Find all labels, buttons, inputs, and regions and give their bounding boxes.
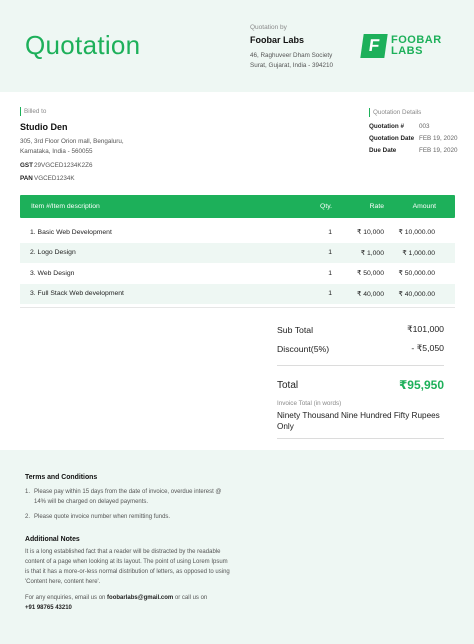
total-in-words-caption: Invoice Total (in words) — [277, 400, 342, 407]
detail-label: Quotation # — [369, 122, 404, 130]
pan-value: VGCED1234K — [34, 175, 75, 182]
terms-heading: Terms and Conditions — [25, 474, 98, 481]
total-value: ₹95,950 — [398, 378, 444, 392]
discount-row — [277, 339, 444, 358]
gst-value: 29VGCED1234K2Z6 — [34, 162, 93, 169]
header — [0, 0, 474, 92]
totals-block — [277, 320, 444, 439]
footer-content — [25, 474, 255, 614]
header-rate: Rate — [369, 203, 384, 210]
table-row — [20, 222, 455, 243]
discount-value: - ₹5,050 — [411, 343, 444, 353]
contact-prefix: For any enquiries, email us on — [25, 594, 108, 601]
logo-line-2: LABS — [391, 45, 423, 57]
subtotal-row — [277, 320, 444, 339]
item-description: 1. Basic Web Development — [30, 228, 112, 236]
term-text: Please pay within 15 days from the date of invoice, overdue interest @ 14% will be charged on delayed payments. — [34, 489, 222, 505]
gst-line — [20, 159, 150, 172]
item-rate: ₹ 50,000 — [356, 270, 384, 278]
detail-value: 003 — [419, 122, 430, 130]
term-item — [25, 513, 255, 523]
quotation-by-caption: Quotation by — [250, 24, 287, 31]
tax-details — [20, 159, 150, 185]
totals-bottom-divider — [277, 438, 444, 439]
item-description: 3. Web Design — [30, 269, 75, 277]
item-amount: ₹ 50,000.00 — [398, 270, 435, 278]
client-name: Studio Den — [20, 122, 68, 132]
header-description: Item #/Item description — [31, 203, 100, 210]
item-description: 3. Full Stack Web development — [30, 290, 124, 298]
item-amount: ₹ 1,000.00 — [402, 249, 435, 257]
item-rate: ₹ 40,000 — [356, 290, 384, 298]
company-address-line-2: Surat, Gujarat, India - 394210 — [250, 62, 333, 69]
term-number: 1. — [25, 489, 31, 495]
company-logo — [362, 33, 452, 59]
billed-to-caption: Billed to — [20, 107, 150, 116]
logo-wordmark — [391, 35, 442, 57]
footer — [0, 450, 474, 644]
total-label: Total — [277, 379, 299, 391]
term-text: Please quote invoice number when remitting funds. — [34, 514, 171, 520]
logo-line-1: FOOBAR — [391, 34, 442, 46]
header-qty: Qty. — [320, 203, 332, 210]
table-bottom-divider — [20, 307, 455, 308]
detail-label: Quotation Date — [369, 134, 415, 142]
subtotal-label: Sub Total — [277, 324, 314, 335]
detail-value: FEB 19, 2020 — [419, 134, 458, 142]
contact-mid: or call us on — [173, 594, 208, 601]
term-item — [25, 488, 255, 507]
totals-divider — [277, 365, 444, 366]
table-header — [20, 195, 455, 218]
subtotal-value: ₹101,000 — [407, 324, 444, 334]
quotation-number-row — [369, 120, 461, 132]
total-row — [277, 372, 444, 398]
total-in-words: Ninety Thousand Nine Hundred Fifty Rupees Only — [277, 411, 440, 431]
discount-label: Discount(5%) — [277, 343, 330, 354]
contact-phone-link[interactable]: +91 98765 43210 — [25, 605, 72, 611]
company-name: Foobar Labs — [250, 35, 305, 45]
notes-text: It is a long established fact that a reader will be distracted by the readable content of a page when looking at its layout. The point of using Lorem Ipsum is that it has a more-or-less normal distribution of letters, as opposed to using 'Content here, content here'. — [25, 548, 230, 585]
item-qty: 1 — [328, 269, 332, 277]
detail-value: FEB 19, 2020 — [419, 146, 458, 154]
notes-heading: Additional Notes — [25, 535, 80, 543]
table-row — [20, 263, 455, 284]
quotation-details-caption: Quotation Details — [369, 108, 461, 117]
contact-info — [25, 593, 255, 614]
header-amount: Amount — [412, 203, 436, 210]
quotation-by-block — [250, 24, 333, 71]
item-qty: 1 — [328, 249, 332, 257]
gst-label: GST — [20, 162, 33, 169]
item-amount: ₹ 10,000.00 — [398, 229, 435, 237]
table-row — [20, 284, 455, 305]
item-rate: ₹ 10,000 — [356, 229, 384, 237]
pan-line — [20, 172, 150, 185]
document-title: Quotation — [25, 30, 141, 60]
company-address — [250, 51, 333, 71]
contact-email-link[interactable]: foobarlabs@gmail.com — [107, 594, 174, 601]
item-qty: 1 — [328, 228, 332, 236]
quotation-details-block — [369, 108, 461, 156]
item-description: 2. Logo Design — [30, 249, 76, 257]
items-table — [20, 195, 455, 308]
logo-mark-icon: F — [360, 34, 387, 58]
term-number: 2. — [25, 514, 31, 520]
client-address: 305, 3rd Floor Orion mall, Bengaluru, Karnataka, India - 560055 — [20, 138, 124, 155]
company-address-line-1: 46, Raghuveer Dham Society — [250, 52, 333, 59]
pan-label: PAN — [20, 175, 33, 182]
due-date-row — [369, 144, 461, 156]
billed-to-block — [20, 107, 150, 185]
table-row — [20, 243, 455, 264]
item-rate: ₹ 1,000 — [360, 249, 384, 257]
detail-label: Due Date — [369, 146, 397, 154]
item-qty: 1 — [328, 290, 332, 298]
quotation-date-row — [369, 132, 461, 144]
item-amount: ₹ 40,000.00 — [398, 290, 435, 298]
